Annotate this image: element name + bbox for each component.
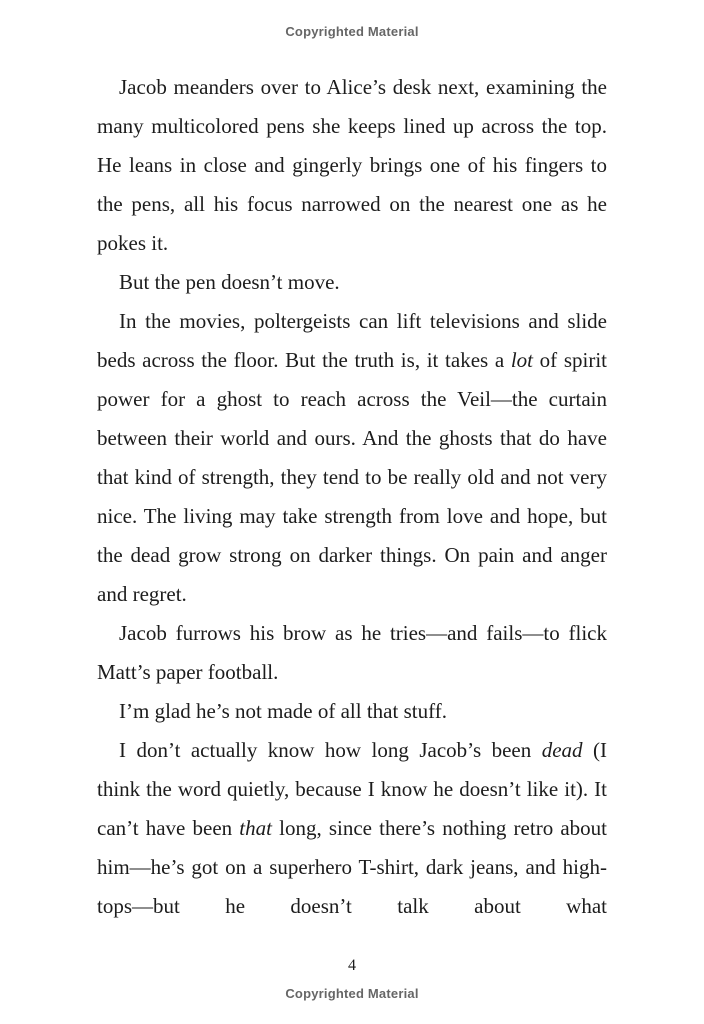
paragraph-6 [97,731,607,926]
paragraph-6-emphasis-that: that [239,816,272,840]
paragraph-1 [97,68,607,263]
page-body [97,68,607,926]
paragraph-6-text-b: (I think the word quietly, because I know he doesn’t like it). It can’t have been [97,738,607,840]
copyright-header: Copyrighted Material [285,24,419,39]
paragraph-4 [97,614,607,692]
paragraph-3-text-a: In the movies, poltergeists can lift televisions and slide beds across the floor. But the truth is, it takes a [97,309,607,372]
paragraph-2 [97,263,607,302]
paragraph-6-text-a: I don’t actually know how long Jacob’s been [119,738,542,762]
paragraph-1-text: Jacob meanders over to Alice’s desk next, examining the many multicolored pens she keeps lined up across the top. He leans in close and gingerly brings one of his fingers to the pens, all his focus narrowed on the nearest one as he pokes it. [97,75,607,255]
page-number: 4 [348,957,356,974]
copyright-footer: Copyrighted Material [285,986,419,1001]
paragraph-6-text-c: long, since there’s nothing retro about him—he’s got on a superhero T-shirt, dark jeans, and high-tops—but he doesn’t talk about what [97,816,607,918]
paragraph-5-text: I’m glad he’s not made of all that stuff. [119,699,447,723]
paragraph-3-text-b: of spirit power for a ghost to reach across the Veil—the curtain between their world and ours. And the ghosts that do have that kind of strength, they tend to be really old and not very nice. The living may take strength from love and hope, but the dead grow strong on darker things. On pain and anger and regret. [97,348,607,606]
paragraph-5 [97,692,607,731]
paragraph-4-text: Jacob furrows his brow as he tries—and fails—to flick Matt’s paper football. [97,621,607,684]
paragraph-3 [97,302,607,614]
paragraph-6-emphasis-dead: dead [541,738,583,762]
paragraph-3-emphasis: lot [510,348,534,372]
paragraph-2-text: But the pen doesn’t move. [119,270,340,294]
